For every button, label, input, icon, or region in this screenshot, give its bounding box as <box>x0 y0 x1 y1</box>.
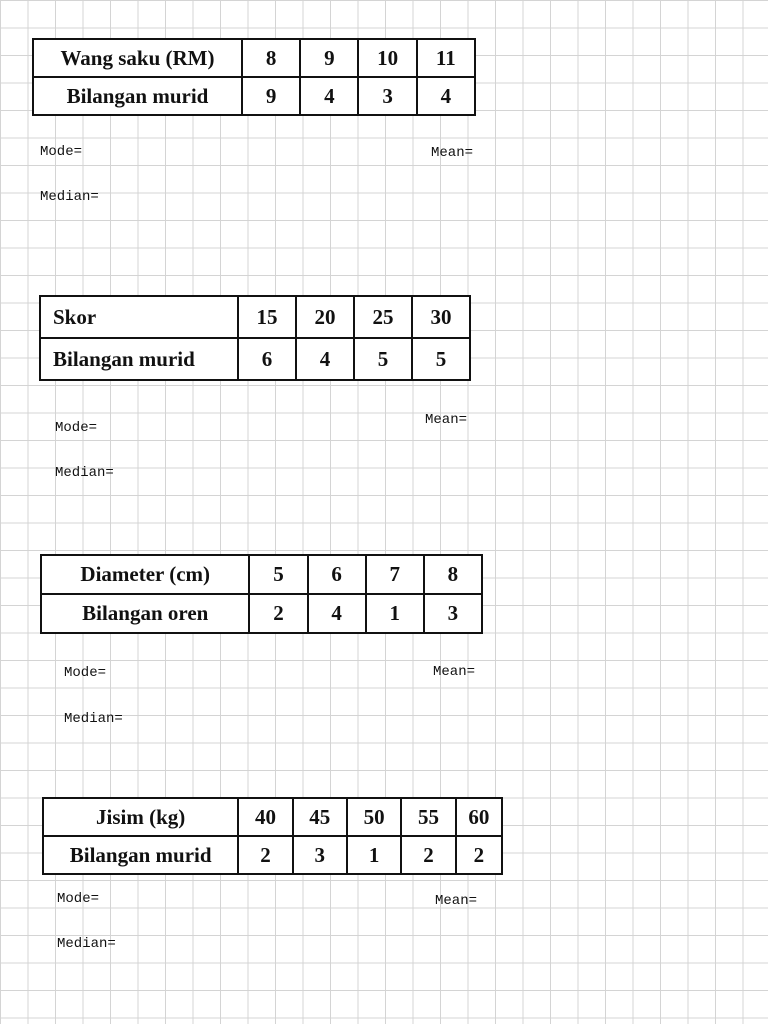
median-label: Median= <box>64 711 123 727</box>
table-cell: 5 <box>412 338 470 380</box>
table-cell: 60 <box>456 798 502 836</box>
table-cell: 1 <box>366 594 424 633</box>
table-cell: 2 <box>401 836 455 874</box>
table-cell: 15 <box>238 296 296 338</box>
row-header: Wang saku (RM) <box>33 39 242 77</box>
table-row <box>43 836 502 874</box>
table-cell: 20 <box>296 296 354 338</box>
table-cell: 4 <box>417 77 475 115</box>
table-cell: 4 <box>296 338 354 380</box>
table-cell: 11 <box>417 39 475 77</box>
table-row <box>40 338 470 380</box>
row-header: Jisim (kg) <box>43 798 238 836</box>
table-row <box>40 296 470 338</box>
mean-label: Mean= <box>433 664 476 680</box>
row-header: Skor <box>40 296 238 338</box>
frequency-table <box>40 554 483 634</box>
mode-label: Mode= <box>64 665 107 681</box>
table-row <box>41 594 482 633</box>
table-cell: 10 <box>358 39 416 77</box>
table-cell: 3 <box>358 77 416 115</box>
mode-label: Mode= <box>55 420 98 436</box>
table-cell: 3 <box>424 594 482 633</box>
table-cell: 6 <box>308 555 366 594</box>
table-cell: 4 <box>300 77 358 115</box>
table-cell: 7 <box>366 555 424 594</box>
table-cell: 2 <box>238 836 292 874</box>
table-row <box>43 798 502 836</box>
row-header: Bilangan murid <box>33 77 242 115</box>
mode-label: Mode= <box>57 891 100 907</box>
table-cell: 9 <box>300 39 358 77</box>
median-label: Median= <box>57 936 116 952</box>
median-label: Median= <box>55 465 114 481</box>
median-label: Median= <box>40 189 99 205</box>
table-cell: 9 <box>242 77 300 115</box>
table-cell: 6 <box>238 338 296 380</box>
mean-label: Mean= <box>431 145 474 161</box>
mean-label: Mean= <box>435 893 478 909</box>
row-header: Bilangan murid <box>40 338 238 380</box>
mode-label: Mode= <box>40 144 83 160</box>
table-cell: 2 <box>456 836 502 874</box>
frequency-table <box>32 38 476 116</box>
table-cell: 45 <box>293 798 347 836</box>
table-cell: 1 <box>347 836 401 874</box>
row-header: Diameter (cm) <box>41 555 249 594</box>
row-header: Bilangan murid <box>43 836 238 874</box>
table-cell: 50 <box>347 798 401 836</box>
table-cell: 4 <box>308 594 366 633</box>
table-cell: 8 <box>242 39 300 77</box>
table-cell: 5 <box>354 338 412 380</box>
table-row <box>33 39 475 77</box>
table-cell: 55 <box>401 798 455 836</box>
mean-label: Mean= <box>425 412 468 428</box>
frequency-table <box>42 797 503 875</box>
table-cell: 40 <box>238 798 292 836</box>
table-cell: 5 <box>249 555 307 594</box>
table-row <box>33 77 475 115</box>
table-cell: 8 <box>424 555 482 594</box>
frequency-table <box>39 295 471 381</box>
table-cell: 30 <box>412 296 470 338</box>
row-header: Bilangan oren <box>41 594 249 633</box>
table-cell: 3 <box>293 836 347 874</box>
table-cell: 2 <box>249 594 307 633</box>
table-row <box>41 555 482 594</box>
table-cell: 25 <box>354 296 412 338</box>
